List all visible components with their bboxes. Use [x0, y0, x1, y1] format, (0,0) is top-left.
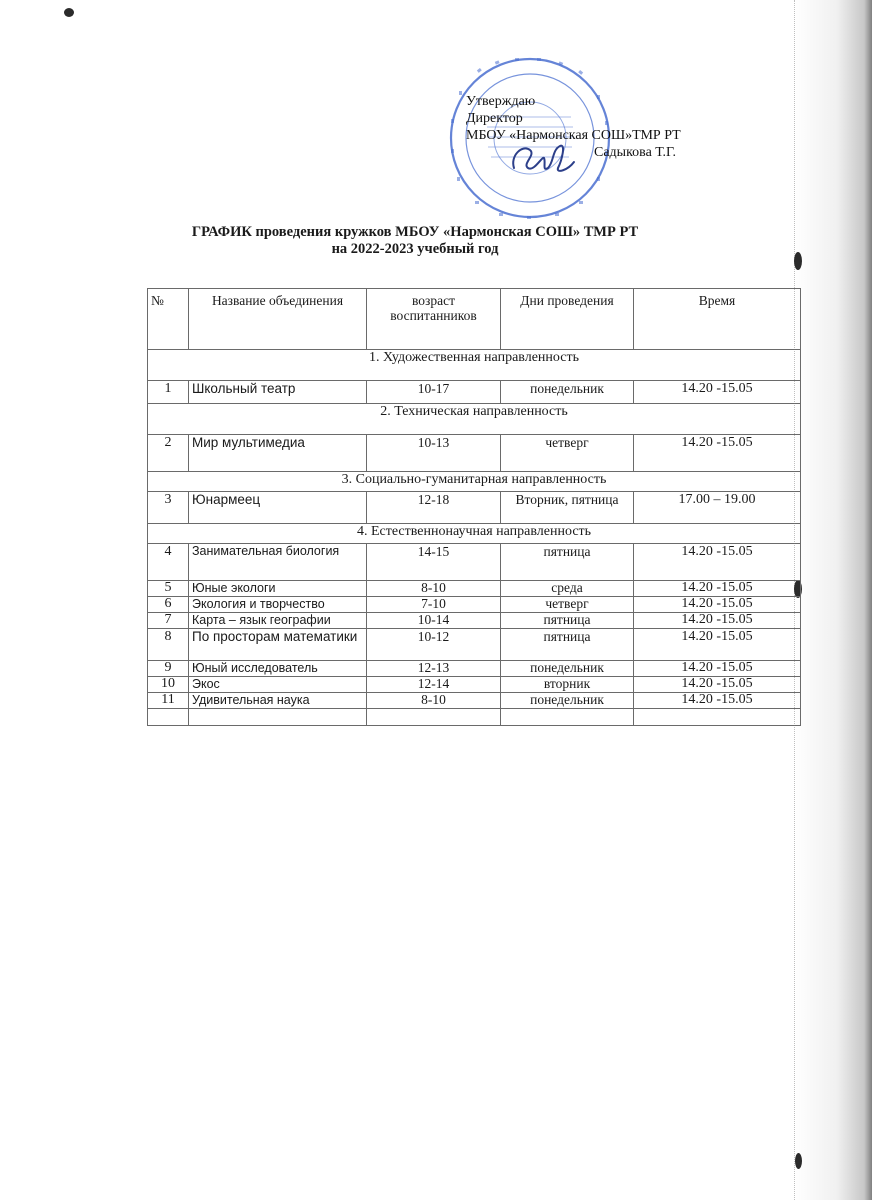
row-time: 17.00 – 19.00 — [634, 492, 801, 524]
row-days: пятница — [501, 544, 634, 581]
table-row — [148, 492, 801, 524]
row-days: Вторник, пятница — [501, 492, 634, 524]
row-time: 14.20 -15.05 — [634, 435, 801, 472]
title-line-1: ГРАФИК проведения кружков МБОУ «Нармонская СОШ» ТМР РТ — [191, 224, 639, 240]
row-age: 8-10 — [367, 581, 501, 597]
table-row — [148, 613, 801, 629]
row-name: Юные экологи — [189, 581, 367, 597]
row-age: 10-17 — [367, 381, 501, 404]
row-age: 8-10 — [367, 693, 501, 709]
row-age: 12-18 — [367, 492, 501, 524]
header-age: возраст воспитанников — [367, 289, 501, 350]
table-row — [148, 709, 801, 726]
approval-block — [466, 93, 726, 161]
page-edge-shadow — [794, 0, 872, 1200]
row-number: 2 — [148, 435, 189, 472]
document-title — [120, 224, 710, 258]
row-name: Удивительная наука — [189, 693, 367, 709]
row-days: вторник — [501, 677, 634, 693]
row-number: 6 — [148, 597, 189, 613]
row-age: 12-14 — [367, 677, 501, 693]
handwritten-signature-icon — [508, 138, 578, 178]
section-row — [148, 524, 801, 544]
row-time: 14.20 -15.05 — [634, 544, 801, 581]
approval-organization: МБОУ «Нармонская СОШ»ТМР РТ — [466, 128, 681, 143]
section-row — [148, 404, 801, 435]
row-time: 14.20 -15.05 — [634, 677, 801, 693]
section-title: 2. Техническая направленность — [148, 404, 801, 435]
row-days: пятница — [501, 613, 634, 629]
schedule-table — [147, 288, 801, 726]
row-age: 10-12 — [367, 629, 501, 661]
header-number: № — [148, 289, 189, 350]
row-age: 10-14 — [367, 613, 501, 629]
row-number: 7 — [148, 613, 189, 629]
table-row — [148, 677, 801, 693]
row-name: Юный исследователь — [189, 661, 367, 677]
row-days: понедельник — [501, 693, 634, 709]
row-age: 10-13 — [367, 435, 501, 472]
row-number: 10 — [148, 677, 189, 693]
row-name: Экология и творчество — [189, 597, 367, 613]
empty-cell — [367, 709, 501, 726]
empty-cell — [634, 709, 801, 726]
section-title: 3. Социально-гуманитарная направленность — [148, 472, 801, 492]
header-name: Название объединения — [189, 289, 367, 350]
header-days: Дни проведения — [501, 289, 634, 350]
table-row — [148, 693, 801, 709]
table-row — [148, 661, 801, 677]
punch-mark — [794, 252, 802, 270]
row-name: Юнармеец — [189, 492, 367, 524]
row-number: 3 — [148, 492, 189, 524]
row-days: понедельник — [501, 661, 634, 677]
table-row — [148, 381, 801, 404]
title-line-2: на 2022-2023 учебный год — [331, 241, 499, 257]
punch-mark — [64, 8, 74, 17]
punch-mark — [795, 1153, 802, 1169]
row-days: понедельник — [501, 381, 634, 404]
table-row — [148, 581, 801, 597]
row-number: 4 — [148, 544, 189, 581]
row-name: Карта – язык географии — [189, 613, 367, 629]
approval-word: Утверждаю — [466, 94, 536, 109]
row-time: 14.20 -15.05 — [634, 581, 801, 597]
table-row — [148, 597, 801, 613]
header-time: Время — [634, 289, 801, 350]
row-age: 7-10 — [367, 597, 501, 613]
approval-director-name: Садыкова Т.Г. — [594, 145, 676, 160]
table-row — [148, 629, 801, 661]
row-time: 14.20 -15.05 — [634, 597, 801, 613]
table-header-row — [148, 289, 801, 350]
row-time: 14.20 -15.05 — [634, 629, 801, 661]
section-title: 1. Художественная направленность — [148, 350, 801, 381]
row-number: 5 — [148, 581, 189, 597]
row-number: 8 — [148, 629, 189, 661]
row-time: 14.20 -15.05 — [634, 661, 801, 677]
empty-cell — [189, 709, 367, 726]
row-name: Занимательная биология — [189, 544, 367, 581]
row-name: Мир мультимедиа — [189, 435, 367, 472]
section-row — [148, 472, 801, 492]
row-name: Школьный театр — [189, 381, 367, 404]
row-time: 14.20 -15.05 — [634, 693, 801, 709]
row-days: четверг — [501, 435, 634, 472]
row-age: 14-15 — [367, 544, 501, 581]
empty-cell — [148, 709, 189, 726]
section-row — [148, 350, 801, 381]
row-time: 14.20 -15.05 — [634, 613, 801, 629]
row-name: По просторам математики — [189, 629, 367, 661]
row-age: 12-13 — [367, 661, 501, 677]
row-time: 14.20 -15.05 — [634, 381, 801, 404]
row-number: 1 — [148, 381, 189, 404]
section-title: 4. Естественнонаучная направленность — [148, 524, 801, 544]
table-row — [148, 435, 801, 472]
empty-cell — [501, 709, 634, 726]
row-name: Экос — [189, 677, 367, 693]
row-days: четверг — [501, 597, 634, 613]
row-number: 11 — [148, 693, 189, 709]
row-days: пятница — [501, 629, 634, 661]
approval-position: Директор — [466, 111, 523, 126]
row-days: среда — [501, 581, 634, 597]
table-row — [148, 544, 801, 581]
row-number: 9 — [148, 661, 189, 677]
